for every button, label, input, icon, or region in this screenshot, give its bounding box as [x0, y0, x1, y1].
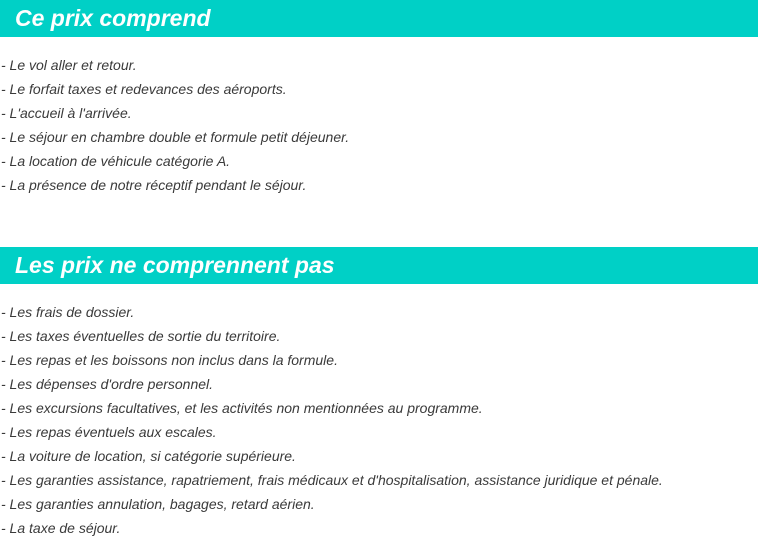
excluded-list	[0, 300, 758, 540]
list-item: - La location de véhicule catégorie A.	[1, 153, 231, 169]
excluded-heading: Les prix ne comprennent pas	[0, 247, 758, 284]
list-item: - Les frais de dossier.	[1, 304, 135, 320]
list-item: - La voiture de location, si catégorie supérieure.	[1, 448, 296, 464]
list-item: - Le vol aller et retour.	[1, 57, 137, 73]
list-item: - Les taxes éventuelles de sortie du territoire.	[1, 328, 281, 344]
list-item: - Le séjour en chambre double et formule petit déjeuner.	[1, 129, 350, 145]
list-item: - Les garanties assistance, rapatriement, frais médicaux et d'hospitalisation, assistance juridique et pénale.	[1, 472, 663, 488]
list-item: - Les repas éventuels aux escales.	[1, 424, 217, 440]
list-item: - Les excursions facultatives, et les activités non mentionnées au programme.	[1, 400, 483, 416]
list-item: - Le forfait taxes et redevances des aéroports.	[1, 81, 287, 97]
list-item: - Les repas et les boissons non inclus dans la formule.	[1, 352, 338, 368]
included-list	[0, 53, 758, 197]
list-item: - Les garanties annulation, bagages, retard aérien.	[1, 496, 315, 512]
list-item: - L'accueil à l'arrivée.	[1, 105, 132, 121]
excluded-section	[0, 247, 758, 536]
list-item: - La taxe de séjour.	[1, 520, 121, 536]
included-heading: Ce prix comprend	[0, 0, 758, 37]
included-section	[0, 0, 758, 193]
list-item: - Les dépenses d'ordre personnel.	[1, 376, 214, 392]
list-item: - La présence de notre réceptif pendant le séjour.	[1, 177, 307, 193]
